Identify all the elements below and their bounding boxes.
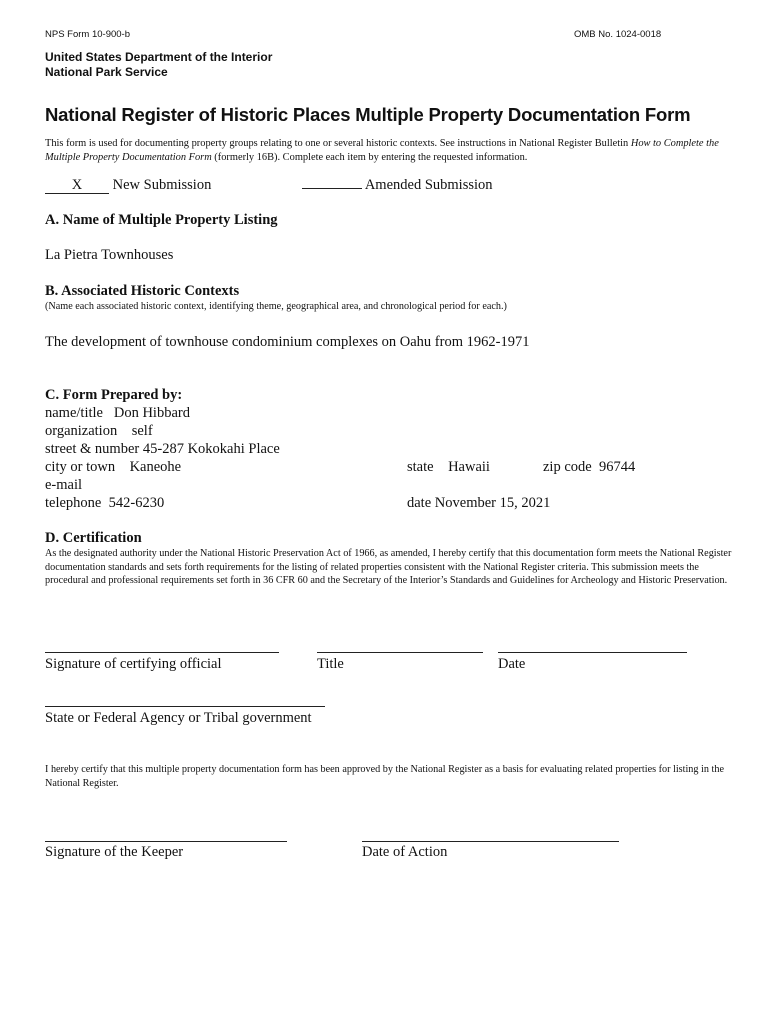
amended-submission-label: Amended Submission bbox=[364, 177, 493, 193]
email-row bbox=[45, 477, 82, 494]
agency-department: United States Department of the Interior bbox=[45, 50, 273, 64]
street-value[interactable]: 45-287 Kokokahi Place bbox=[142, 441, 280, 457]
date-value[interactable]: November 15, 2021 bbox=[434, 495, 551, 511]
new-submission-label: New Submission bbox=[112, 177, 212, 193]
approval-paragraph: I hereby certify that this multiple property documentation form has been approved by the National Register as a basis for evaluating related properties for listing in the National Register. bbox=[45, 764, 724, 789]
state-label: state bbox=[407, 459, 434, 475]
section-b-instruction: (Name each associated historic context, identifying theme, geographical area, and chronological period for each.) bbox=[45, 301, 507, 312]
section-b-heading: B. Associated Historic Contexts bbox=[45, 283, 240, 299]
property-listing-name[interactable]: La Pietra Townhouses bbox=[45, 247, 174, 263]
name-title-value[interactable]: Don Hibbard bbox=[113, 405, 190, 421]
date-line[interactable] bbox=[498, 652, 687, 653]
certification-paragraph: As the designated authority under the National Historic Preservation Act of 1966, as amended, I hereby certify that this documentation form meets the National Register documentation standards and sets forth requirements for the listing of related properties consistent with the National Register criteria. This submission meets the procedural and professional requirements set forth in 36 CFR 60 and the Secretary of the Interior’s Standards and Guidelines for Archeology and Historic Preservation. bbox=[45, 548, 732, 587]
historic-context-value[interactable]: The development of townhouse condominium complexes on Oahu from 1962-1971 bbox=[45, 334, 530, 350]
action-date-line[interactable] bbox=[362, 841, 619, 842]
signature-official-label: Signature of certifying official bbox=[45, 656, 222, 672]
intro-text bbox=[45, 137, 735, 165]
new-submission-mark[interactable]: X bbox=[45, 178, 109, 194]
form-number: NPS Form 10-900-b bbox=[45, 29, 131, 40]
city-value[interactable]: Kaneohe bbox=[129, 459, 182, 475]
date-row bbox=[407, 495, 550, 512]
intro-text-after: (formerly 16B). Complete each item by entering the requested information. bbox=[211, 152, 528, 163]
state-row bbox=[407, 459, 490, 476]
action-date-label: Date of Action bbox=[362, 844, 448, 860]
signature-official-line[interactable] bbox=[45, 652, 279, 653]
zip-row bbox=[543, 459, 635, 476]
name-title-row bbox=[45, 405, 190, 422]
agency-label: State or Federal Agency or Tribal government bbox=[45, 710, 312, 726]
title-line[interactable] bbox=[317, 652, 483, 653]
intro-text-italic: How to Complete the Multiple Property Documentation Form bbox=[45, 138, 719, 163]
date-label-cert: Date bbox=[498, 656, 526, 672]
state-value[interactable]: Hawaii bbox=[448, 459, 490, 475]
telephone-row bbox=[45, 495, 164, 512]
amended-submission[interactable] bbox=[302, 177, 493, 194]
section-a-heading: A. Name of Multiple Property Listing bbox=[45, 212, 278, 228]
city-row bbox=[45, 459, 181, 476]
section-d-heading: D. Certification bbox=[45, 530, 142, 546]
amended-submission-mark[interactable] bbox=[302, 188, 362, 189]
organization-label: organization bbox=[45, 423, 118, 439]
organization-value[interactable]: self bbox=[131, 423, 153, 439]
page-title: National Register of Historic Places Multiple Property Documentation Form bbox=[45, 104, 691, 125]
city-label: city or town bbox=[45, 459, 116, 475]
keeper-signature-label: Signature of the Keeper bbox=[45, 844, 184, 860]
name-title-label: name/title bbox=[45, 405, 103, 421]
street-row bbox=[45, 441, 280, 458]
agency-service: National Park Service bbox=[45, 65, 168, 79]
email-label: e-mail bbox=[45, 477, 83, 493]
keeper-signature-line[interactable] bbox=[45, 841, 287, 842]
omb-number: OMB No. 1024-0018 bbox=[574, 29, 662, 40]
date-label: date bbox=[407, 495, 432, 511]
new-submission[interactable] bbox=[45, 177, 211, 194]
agency-line[interactable] bbox=[45, 706, 325, 707]
street-label: street & number bbox=[45, 441, 140, 457]
title-label: Title bbox=[317, 656, 344, 672]
telephone-value[interactable]: 542-6230 bbox=[108, 495, 165, 511]
zip-value[interactable]: 96744 bbox=[598, 459, 636, 475]
section-c-heading: C. Form Prepared by: bbox=[45, 387, 183, 403]
telephone-label: telephone bbox=[45, 495, 102, 511]
organization-row bbox=[45, 423, 153, 440]
intro-text-before: This form is used for documenting property groups relating to one or several historic contexts. See instructions in National Register Bulletin bbox=[45, 138, 631, 149]
zip-label: zip code bbox=[543, 459, 592, 475]
